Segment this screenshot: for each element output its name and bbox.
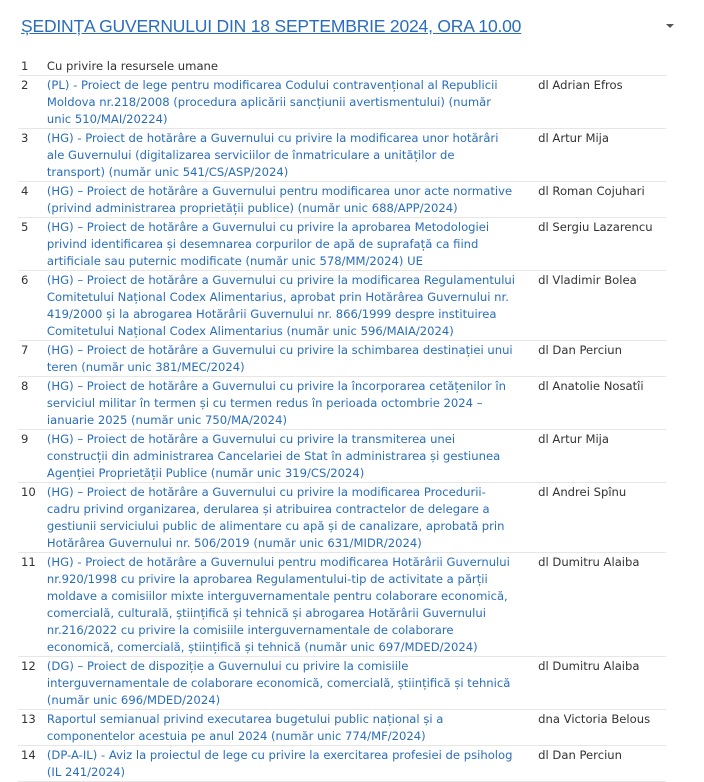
agenda-item-responsible: dl Adrian Efros	[536, 76, 666, 129]
session-header[interactable]	[21, 14, 681, 40]
agenda-row	[18, 182, 666, 218]
agenda-item-description-cell	[45, 430, 536, 483]
agenda-table	[18, 57, 666, 782]
agenda-item-responsible: dl Vladimir Bolea	[536, 271, 666, 341]
agenda-row	[18, 57, 666, 76]
agenda-item-link[interactable]: (HG) – Proiect de hotărâre a Guvernului cu privire la aprobarea Metodologiei privind identificarea și desemnarea corpurilor de apă de suprafață ca fiind artificiale sau puternic modificate (număr unic 578/MM/2024) UE	[46, 220, 490, 268]
agenda-item-responsible: dl Dumitru Alaiba	[536, 553, 666, 657]
agenda-item-number: 11	[18, 553, 45, 657]
agenda-row	[18, 746, 666, 782]
agenda-item-description-cell	[45, 710, 536, 746]
agenda-item-link[interactable]: (HG) - Proiect de hotărâre a Guvernului cu privire la modificarea unor hotărâri ale Guvernului (digitalizarea serviciilor de înmatriculare a unităților de transport) (număr unic 541/CS/ASP/2024)	[46, 131, 499, 179]
agenda-item-link[interactable]: (HG) – Proiect de hotărâre a Guvernului cu privire la schimbarea destinației unui teren (număr unic 381/MEC/2024)	[46, 343, 513, 374]
agenda-item-responsible	[536, 57, 666, 76]
agenda-row	[18, 430, 666, 483]
agenda-item-link[interactable]: (HG) – Proiect de hotărâre a Guvernului cu privire la modificarea Procedurii-cadru privind organizarea, derularea și atribuirea contractelor de delegare a gestiunii serviciului public de alimentare cu apă și de canalizare, aprobată prin Hotărârea Guvernului nr. 506/2019 (număr unic 631/MIDR/2024)	[46, 485, 505, 550]
agenda-row	[18, 76, 666, 129]
agenda-item-number: 6	[18, 271, 45, 341]
agenda-item-link[interactable]: (DP-A-IL) - Aviz la proiectul de lege cu privire la exercitarea profesiei de psiholog (IL 241/2024)	[46, 748, 513, 779]
agenda-item-description-cell	[45, 57, 536, 76]
agenda-row	[18, 483, 666, 553]
agenda-row	[18, 129, 666, 182]
agenda-item-responsible: dl Roman Cojuhari	[536, 182, 666, 218]
agenda-item-responsible: dl Dan Perciun	[536, 341, 666, 377]
agenda-item-text: Cu privire la resursele umane	[46, 59, 219, 73]
agenda-row	[18, 271, 666, 341]
agenda-item-link[interactable]: (HG) – Proiect de hotărâre a Guvernului cu privire la transmiterea unei construcții din administrarea Cancelariei de Stat în administrarea și gestiunea Agenției Proprietății Publice (număr unic 319/CS/2024)	[46, 432, 501, 480]
agenda-row	[18, 657, 666, 710]
agenda-item-link[interactable]: (PL) - Proiect de lege pentru modificarea Codului contravențional al Republicii Moldova nr.218/2008 (procedura aplicării sancțiunii avertismentului) (număr unic 510/MAI/20224)	[46, 78, 498, 126]
agenda-item-responsible: dl Dan Perciun	[536, 746, 666, 782]
agenda-item-number: 1	[18, 57, 45, 76]
agenda-item-responsible: dl Sergiu Lazarencu	[536, 218, 666, 271]
agenda-item-responsible: dl Artur Mija	[536, 430, 666, 483]
agenda-item-link[interactable]: (HG) – Proiect de hotărâre a Guvernului pentru modificarea unor acte normative (privind administrarea proprietății publice) (număr unic 688/APP/2024)	[46, 184, 513, 215]
agenda-item-description-cell	[45, 746, 536, 782]
agenda-item-link[interactable]: (HG) – Proiect de hotărâre a Guvernului cu privire la modificarea Regulamentului Comitetului Național Codex Alimentarius, aprobat prin Hotărârea Guvernului nr. 419/2000 și la abrogarea Hotărârii Guvernului nr. 866/1999 despre instituirea Comitetului Național Codex Alimentarius (număr unic 596/MAIA/2024)	[46, 273, 515, 338]
agenda-item-link[interactable]: (HG) – Proiect de hotărâre a Guvernului cu privire la încorporarea cetățenilor în serviciul militar în termen și cu termen redus în perioada octombrie 2024 – ianuarie 2025 (număr unic 750/MA/2024)	[46, 379, 506, 427]
agenda-item-responsible: dl Andrei Spînu	[536, 483, 666, 553]
agenda-item-description-cell	[45, 483, 536, 553]
agenda-item-responsible: dl Dumitru Alaiba	[536, 657, 666, 710]
agenda-item-number: 13	[18, 710, 45, 746]
agenda-item-number: 12	[18, 657, 45, 710]
agenda-item-number: 4	[18, 182, 45, 218]
agenda-item-link[interactable]: Raportul semianual privind executarea bugetului public național și a componentelor acestuia pe anul 2024 (număr unic 774/MF/2024)	[46, 712, 444, 743]
agenda-row	[18, 377, 666, 430]
agenda-item-description-cell	[45, 657, 536, 710]
agenda-body	[18, 57, 666, 782]
agenda-item-number: 7	[18, 341, 45, 377]
agenda-item-description-cell	[45, 76, 536, 129]
caret-down-icon[interactable]	[666, 24, 674, 28]
agenda-item-responsible: dl Anatolie Nosatîi	[536, 377, 666, 430]
agenda-row	[18, 553, 666, 657]
agenda-item-link[interactable]: (HG) - Proiect de hotărâre a Guvernului pentru modificarea Hotărârii Guvernului nr.920/1998 cu privire la aprobarea Regulamentului-tip de activitate a părții moldave a comisiilor mixte interguvernamentale pentru colaborare economică, comercială, culturală, științifică și tehnică și abrogarea Hotărârii Guvernului nr.216/2022 cu privire la comisiile interguvernamentale de colaborare economică, comercială, științifică și tehnică (număr unic 697/MDED/2024)	[46, 555, 510, 654]
agenda-item-number: 14	[18, 746, 45, 782]
agenda-row	[18, 218, 666, 271]
agenda-item-number: 8	[18, 377, 45, 430]
agenda-item-description-cell	[45, 377, 536, 430]
agenda-row	[18, 341, 666, 377]
agenda-item-description-cell	[45, 271, 536, 341]
agenda-item-number: 2	[18, 76, 45, 129]
agenda-item-description-cell	[45, 341, 536, 377]
agenda-item-number: 10	[18, 483, 45, 553]
agenda-item-description-cell	[45, 218, 536, 271]
agenda-item-description-cell	[45, 129, 536, 182]
agenda-item-description-cell	[45, 182, 536, 218]
agenda-item-link[interactable]: (DG) – Proiect de dispoziție a Guvernului cu privire la comisiile interguvernamentale de colaborare economică, comercială, științifică și tehnică (număr unic 696/MDED/2024)	[46, 659, 511, 707]
agenda-item-responsible: dna Victoria Belous	[536, 710, 666, 746]
session-title[interactable]: ȘEDINȚA GUVERNULUI DIN 18 SEPTEMBRIE 2024, ORA 10.00	[21, 16, 522, 36]
agenda-item-description-cell	[45, 553, 536, 657]
agenda-row	[18, 710, 666, 746]
agenda-item-number: 5	[18, 218, 45, 271]
agenda-item-responsible: dl Artur Mija	[536, 129, 666, 182]
agenda-item-number: 9	[18, 430, 45, 483]
agenda-item-number: 3	[18, 129, 45, 182]
